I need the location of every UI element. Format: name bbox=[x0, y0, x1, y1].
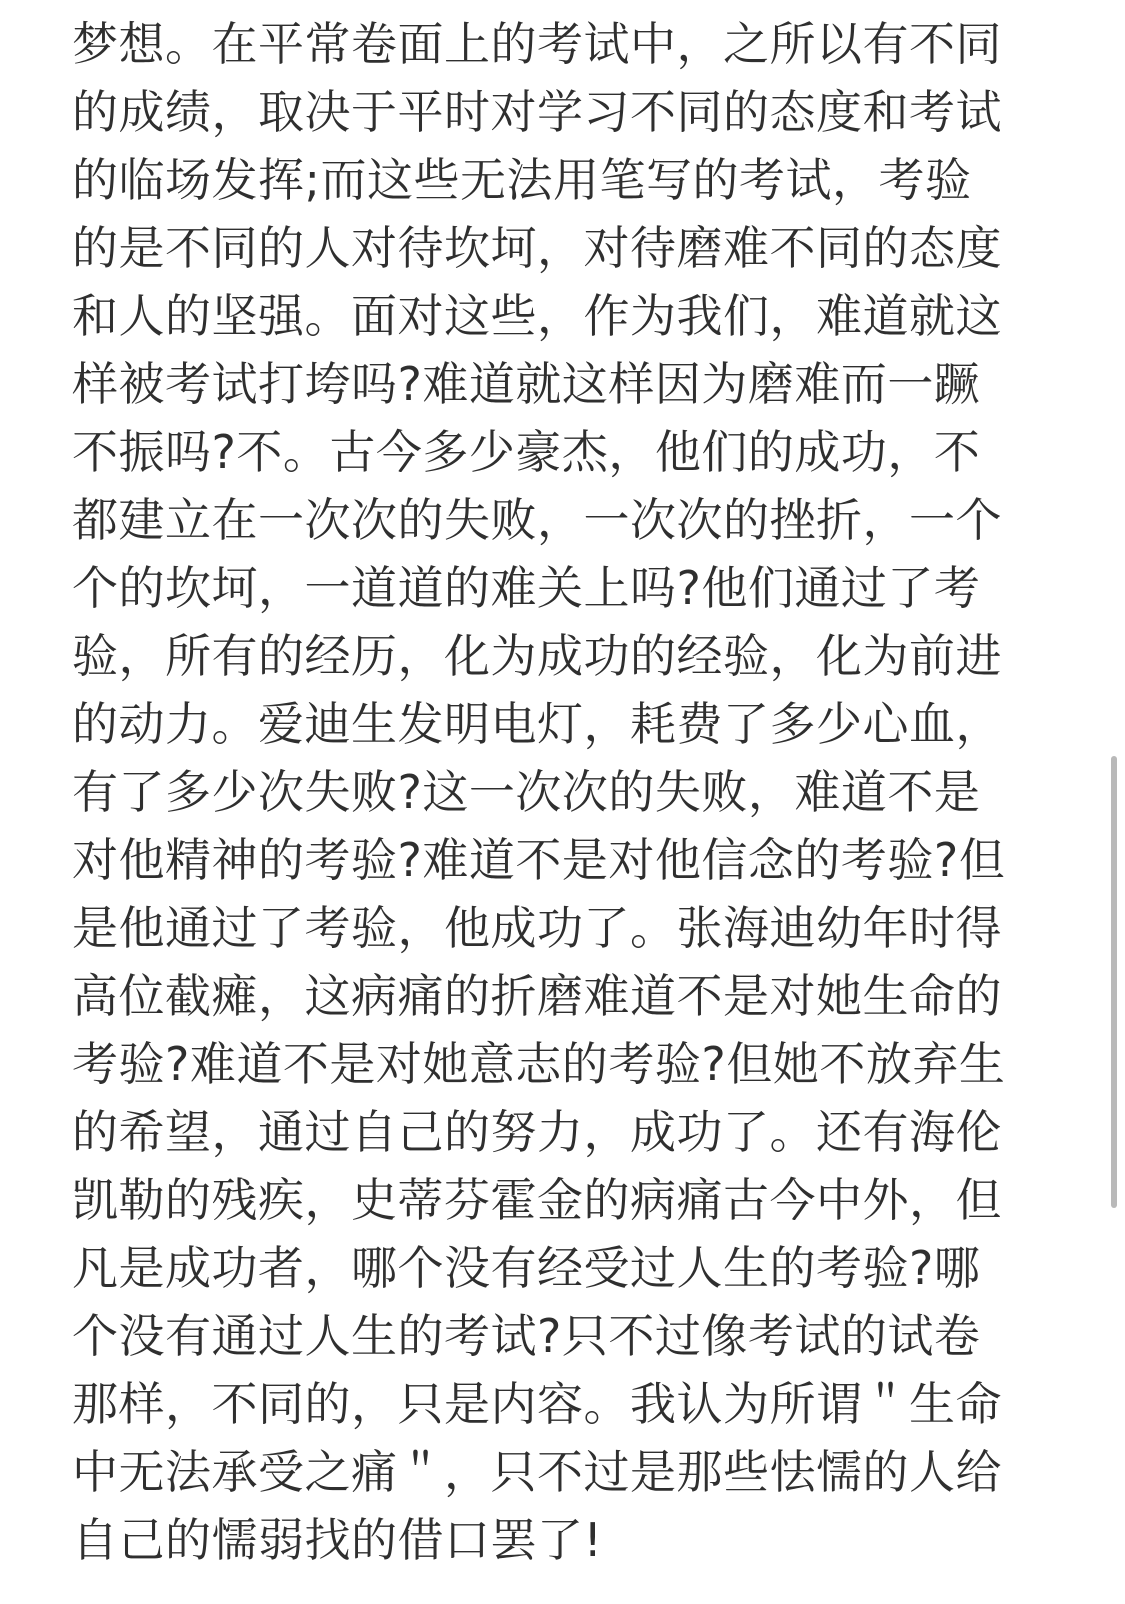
text-line-11: 的动力。爱迪生发明电灯，耗费了多少心血， bbox=[72, 697, 1002, 751]
text-line-20: 个没有通过人生的考试?只不过像考试的试卷 bbox=[72, 1309, 981, 1363]
text-line-22: 中无法承受之痛＂，只不过是那些怯懦的人给 bbox=[72, 1445, 1002, 1499]
text-line-13: 对他精神的考验?难道不是对他信念的考验?但 bbox=[72, 833, 1006, 887]
article-body bbox=[72, 10, 1032, 1574]
text-line-1: 梦想。在平常卷面上的考试中，之所以有不同 bbox=[72, 17, 1002, 71]
text-line-16: 考验?难道不是对她意志的考验?但她不放弃生 bbox=[72, 1037, 1006, 1091]
text-line-8: 都建立在一次次的失败，一次次的挫折，一个 bbox=[72, 493, 1002, 547]
text-line-14: 是他通过了考验，他成功了。张海迪幼年时得 bbox=[72, 901, 1002, 955]
text-line-17: 的希望，通过自己的努力，成功了。还有海伦 bbox=[72, 1105, 1002, 1159]
text-line-3: 的临场发挥;而这些无法用笔写的考试，考验 bbox=[72, 153, 972, 207]
text-line-7: 不振吗?不。古今多少豪杰，他们的成功，不 bbox=[72, 425, 981, 479]
text-line-2: 的成绩，取决于平时对学习不同的态度和考试 bbox=[72, 85, 1002, 139]
text-line-5: 和人的坚强。面对这些，作为我们，难道就这 bbox=[72, 289, 1002, 343]
text-line-6: 样被考试打垮吗?难道就这样因为磨难而一蹶 bbox=[72, 357, 981, 411]
text-line-12: 有了多少次失败?这一次次的失败，难道不是 bbox=[72, 765, 981, 819]
text-line-15: 高位截瘫，这病痛的折磨难道不是对她生命的 bbox=[72, 969, 1002, 1023]
text-line-19: 凡是成功者，哪个没有经受过人生的考验?哪 bbox=[72, 1241, 981, 1295]
text-line-21: 那样，不同的，只是内容。我认为所谓＂生命 bbox=[72, 1377, 1002, 1431]
text-line-23: 自己的懦弱找的借口罢了! bbox=[72, 1513, 603, 1567]
text-line-4: 的是不同的人对待坎坷，对待磨难不同的态度 bbox=[72, 221, 1002, 275]
text-line-10: 验，所有的经历，化为成功的经验，化为前进 bbox=[72, 629, 1002, 683]
scrollbar-thumb[interactable] bbox=[1111, 756, 1117, 1208]
text-line-9: 个的坎坷，一道道的难关上吗?他们通过了考 bbox=[72, 561, 981, 615]
text-line-18: 凯勒的残疾，史蒂芬霍金的病痛古今中外，但 bbox=[72, 1173, 1002, 1227]
vertical-scrollbar[interactable] bbox=[1111, 0, 1125, 1604]
